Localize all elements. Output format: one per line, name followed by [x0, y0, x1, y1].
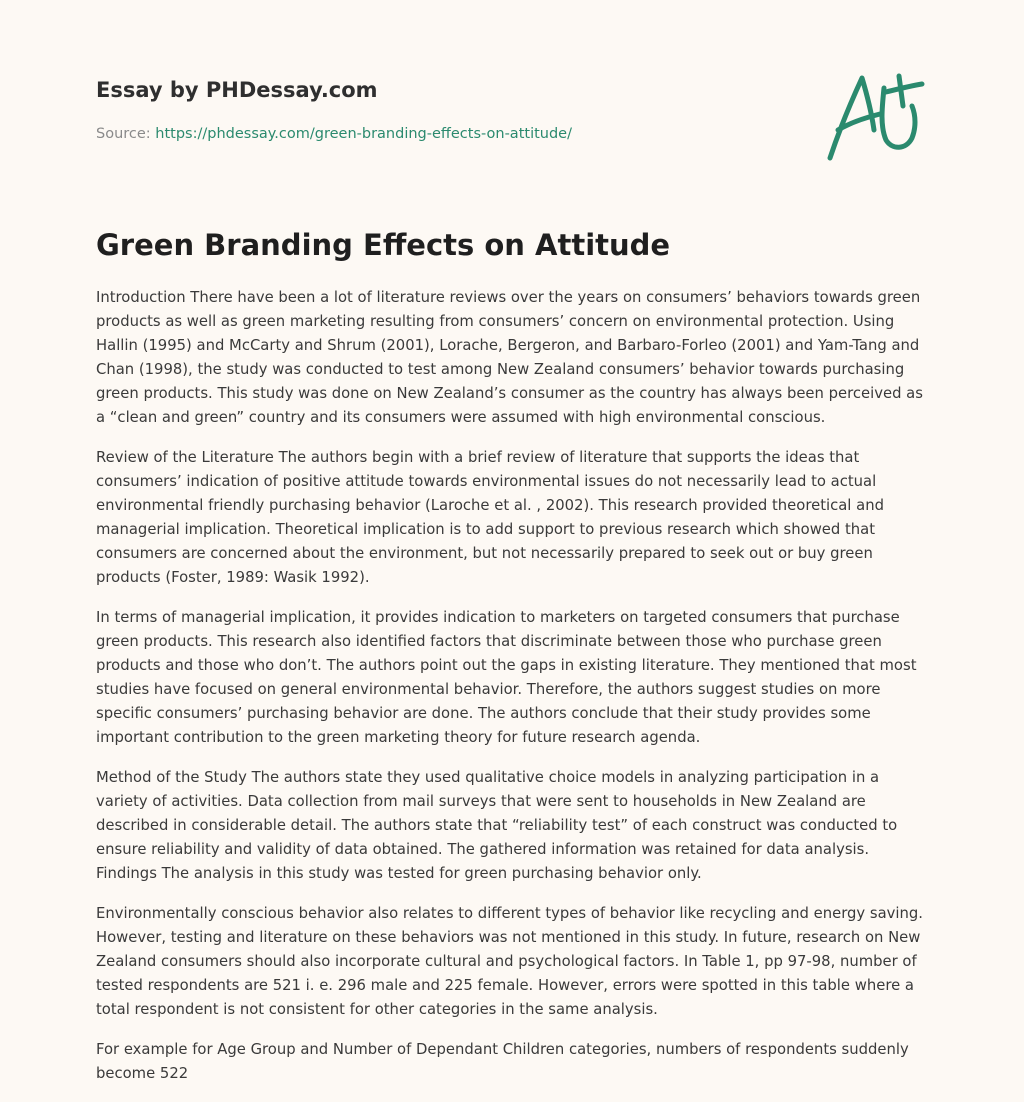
paragraph-literature-review: Review of the Literature The authors begin with a brief review of literature that supports the ideas that consumers’ indication of positive attitude towards environmental issues do not necessarily lead to actual environmental friendly purchasing behavior (Laroche et al. , 2002). This research provided theoretical and managerial implication. Theoretical implication is to add support to previous research which showed that consumers are concerned about the environment, but not necessarily prepared to seek out or buy green products (Foster, 1989: Wasik 1992). — [96, 449, 884, 586]
a-plus-logo — [824, 68, 928, 164]
essay-body — [96, 286, 932, 1102]
paragraph-environmental-behavior: Environmentally conscious behavior also relates to different types of behavior like recycling and energy saving. However, testing and literature on these behaviors was not mentioned in this study. In future, research on New Zealand consumers should also incorporate cultural and psychological factors. In Table 1, pp 97-98, number of tested respondents are 521 i. e. 296 male and 225 female. However, errors were spotted in this table where a total respondent is not consistent for other categories in the same analysis. — [96, 905, 924, 1018]
essay-page — [96, 0, 928, 1100]
paragraph-managerial-implication: In terms of managerial implication, it provides indication to marketers on targeted consumers that purchase green products. This research also identified factors that discriminate between those who purchase green products and those who don’t. The authors point out the gaps in existing literature. They mentioned that most studies have focused on general environmental behavior. Therefore, the authors suggest studies on more specific consumers’ purchasing behavior are done. The authors conclude that their study provides some important contribution to the green marketing theory for future research agenda. — [96, 609, 917, 746]
site-title: Essay by PHDessay.com — [96, 78, 378, 102]
paragraph-introduction: Introduction There have been a lot of literature reviews over the years on consumers’ behaviors towards green products as well as green marketing resulting from consumers’ concern on environmental protection. Using Hallin (1995) and McCarty and Shrum (2001), Lorache, Bergeron, and Barbaro-Forleo (2001) and Yam-Tang and Chan (1998), the study was conducted to test among New Zealand consumers’ behavior towards purchasing green products. This study was done on New Zealand’s consumer as the country has always been perceived as a “clean and green” country and its consumers were assumed with high environmental conscious. — [96, 289, 923, 426]
a-plus-logo-icon — [824, 68, 928, 164]
paragraph-example: For example for Age Group and Number of Dependant Children categories, numbers of respondents suddenly become 522 — [96, 1041, 909, 1082]
source-line — [96, 124, 572, 144]
source-label: Source: — [96, 126, 151, 142]
essay-title: Green Branding Effects on Attitude — [96, 228, 671, 262]
paragraph-method: Method of the Study The authors state they used qualitative choice models in analyzing participation in a variety of activities. Data collection from mail surveys that were sent to households in New Zealand are described in considerable detail. The authors state that “reliability test” of each construct was conducted to ensure reliability and validity of data obtained. The gathered information was retained for data analysis. Findings The analysis in this study was tested for green purchasing behavior only. — [96, 769, 898, 882]
source-link[interactable]: https://phdessay.com/green-branding-effects-on-attitude/ — [155, 126, 572, 142]
